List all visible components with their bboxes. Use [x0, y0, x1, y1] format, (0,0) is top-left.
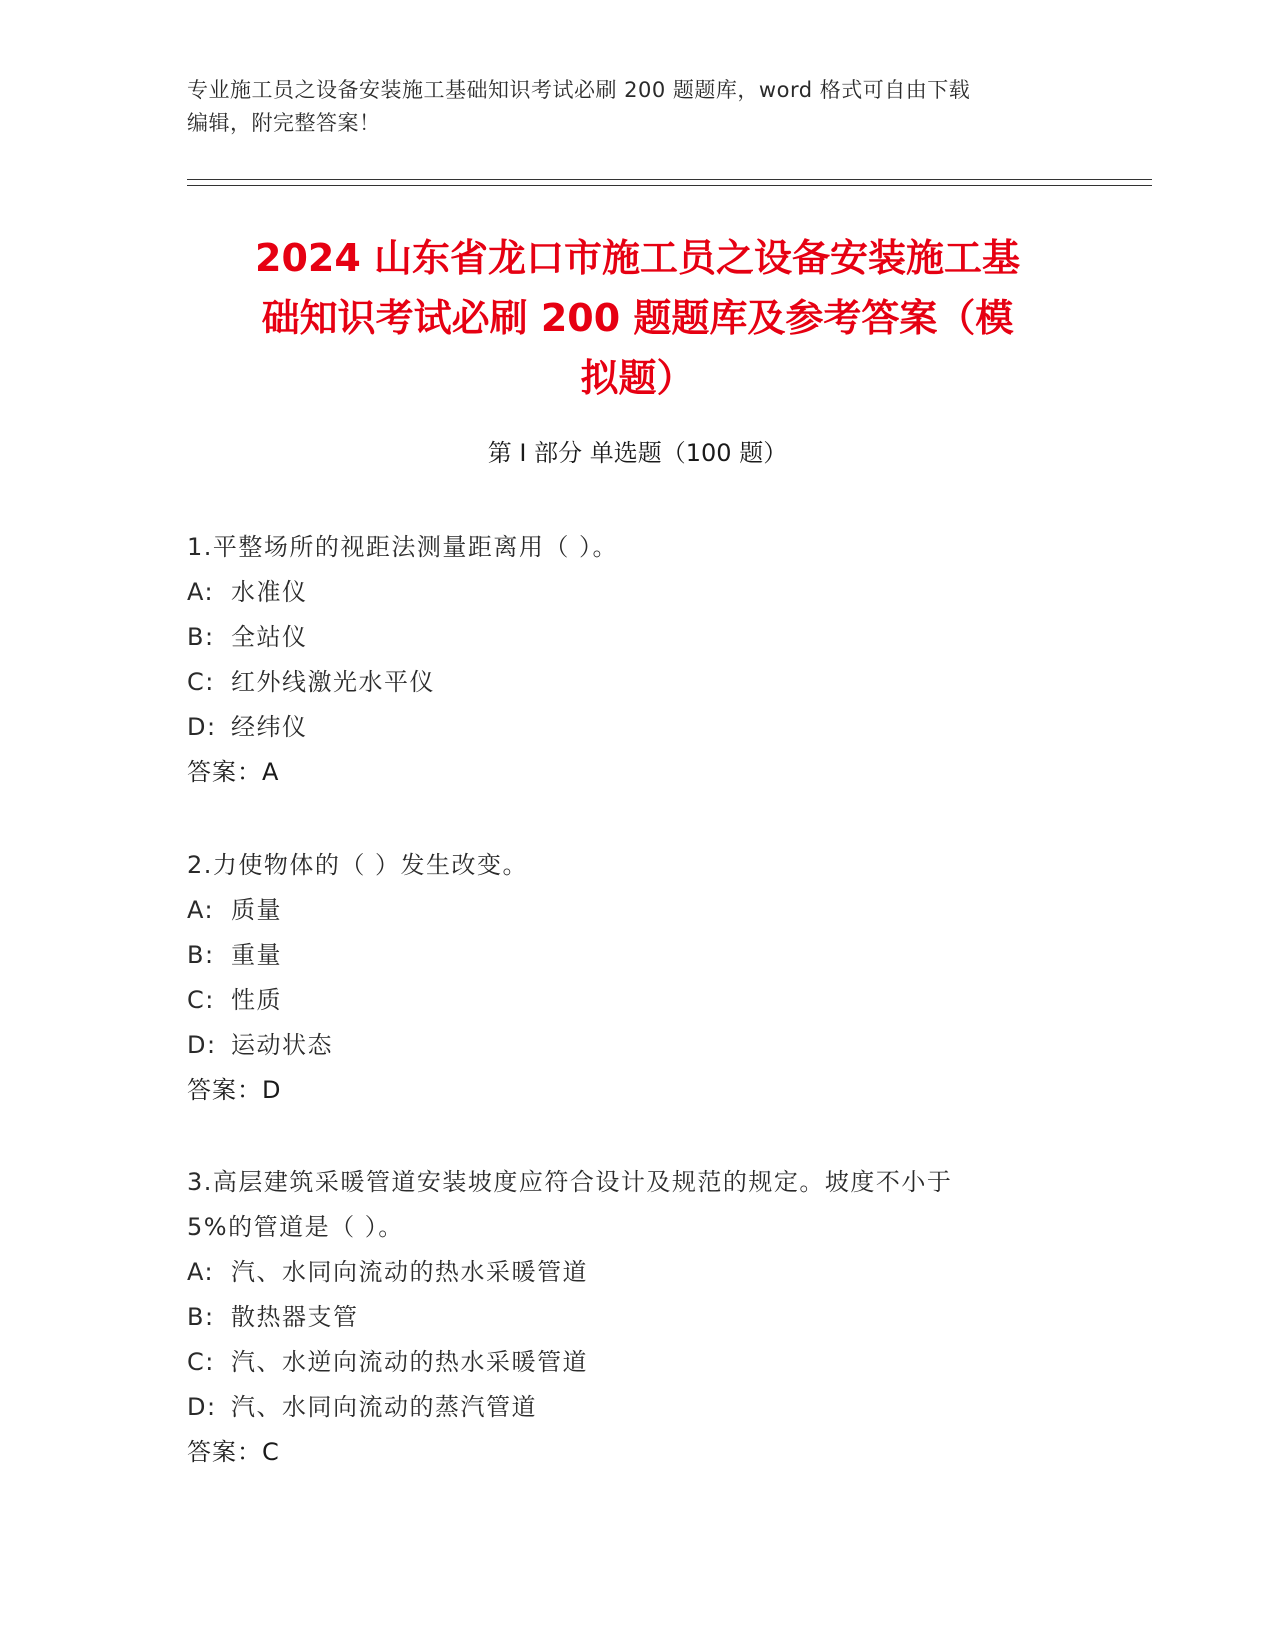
option-text: 重量	[231, 941, 282, 969]
option-d	[187, 1385, 1087, 1430]
option-key: A:	[187, 1258, 215, 1286]
question-1	[187, 525, 1087, 795]
option-a	[187, 1250, 1087, 1295]
section-title: 第 I 部分 单选题（100 题）	[487, 439, 788, 467]
option-key: C:	[187, 986, 215, 1014]
option-key: D:	[187, 1031, 217, 1059]
question-2	[187, 843, 1087, 1113]
option-text: 经纬仪	[231, 713, 308, 741]
document-title-line-3: 拟题）	[580, 356, 695, 400]
option-text: 散热器支管	[231, 1303, 359, 1331]
option-text: 质量	[231, 896, 282, 924]
option-text: 汽、水同向流动的蒸汽管道	[231, 1393, 537, 1421]
option-text: 运动状态	[231, 1031, 333, 1059]
option-b	[187, 615, 1087, 660]
question-stem: 1.平整场所的视距法测量距离用（ ）。	[187, 533, 619, 561]
answer: 答案：A	[187, 758, 280, 786]
option-a	[187, 570, 1087, 615]
option-d	[187, 705, 1087, 750]
header-divider-bottom	[187, 185, 1152, 186]
option-text: 性质	[231, 986, 282, 1014]
answer: 答案：D	[187, 1076, 282, 1104]
header-divider-top	[187, 179, 1152, 180]
option-key: D:	[187, 1393, 217, 1421]
question-stem: 2.力使物体的（ ）发生改变。	[187, 851, 529, 879]
option-key: B:	[187, 623, 215, 651]
document-title	[150, 228, 1125, 408]
option-a	[187, 888, 1087, 933]
question-stem-line-1: 3.高层建筑采暖管道安装坡度应符合设计及规范的规定。坡度不小于	[187, 1168, 953, 1196]
option-key: C:	[187, 1348, 215, 1376]
option-key: C:	[187, 668, 215, 696]
option-text: 汽、水逆向流动的热水采暖管道	[231, 1348, 588, 1376]
option-b	[187, 1295, 1087, 1340]
option-key: A:	[187, 896, 215, 924]
option-c	[187, 1340, 1087, 1385]
option-text: 红外线激光水平仪	[231, 668, 435, 696]
header-note-line-1: 专业施工员之设备安装施工基础知识考试必刷 200 题题库，word 格式可自由下载	[187, 78, 971, 102]
option-text: 汽、水同向流动的热水采暖管道	[231, 1258, 588, 1286]
option-key: B:	[187, 941, 215, 969]
header-note-line-2: 编辑，附完整答案！	[187, 111, 381, 135]
document-title-line-1: 2024 山东省龙口市施工员之设备安装施工基	[255, 236, 1020, 280]
question-3	[187, 1160, 1087, 1475]
option-key: D:	[187, 713, 217, 741]
option-b	[187, 933, 1087, 978]
option-key: A:	[187, 578, 215, 606]
option-c	[187, 660, 1087, 705]
question-stem-line-2: 5%的管道是（ ）。	[187, 1213, 404, 1241]
header-note	[187, 74, 1067, 140]
option-d	[187, 1023, 1087, 1068]
option-key: B:	[187, 1303, 215, 1331]
option-c	[187, 978, 1087, 1023]
option-text: 全站仪	[231, 623, 308, 651]
answer: 答案：C	[187, 1438, 280, 1466]
document-title-line-2: 础知识考试必刷 200 题题库及参考答案（模	[261, 296, 1014, 340]
option-text: 水准仪	[231, 578, 308, 606]
